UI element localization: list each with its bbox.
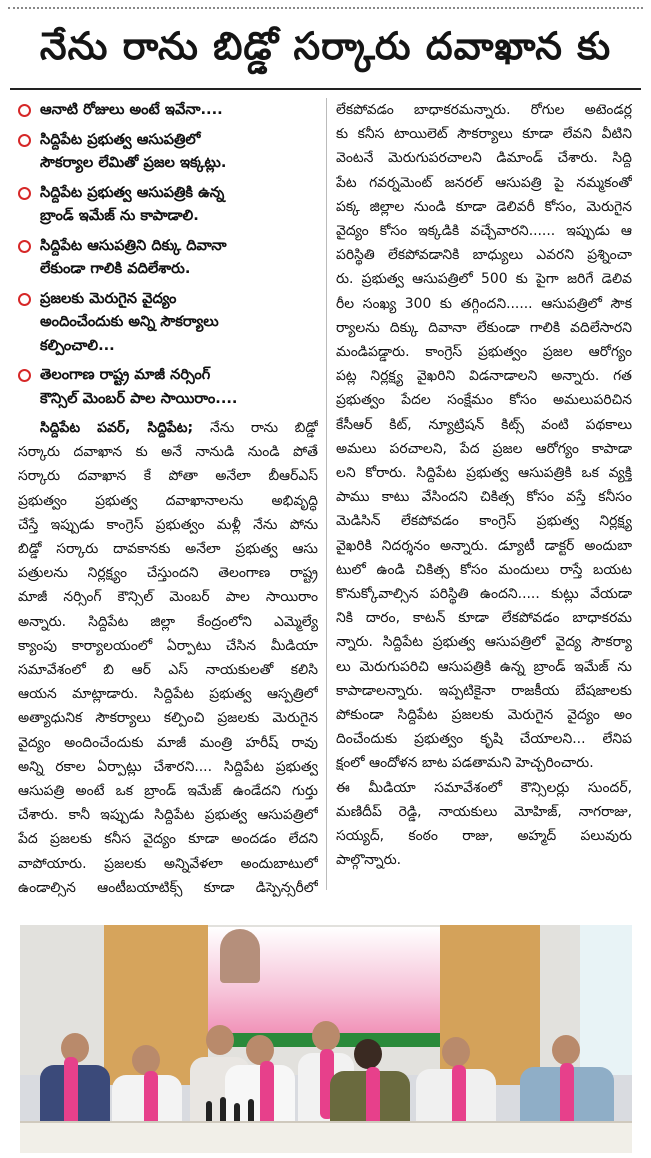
body-line: వైద్యం అందించేందుకు మాజీ మంత్రి హరీష్ రావు [18, 734, 318, 751]
body-line: రు. ప్రభుత్వ ఆసుపత్రిలో 500 కు పైగా జరిగే డెలివ [336, 271, 632, 288]
article-body-left [18, 416, 318, 900]
body-line: మాజీ నర్సింగ్ కౌన్సిల్ మెంబర్ పాల సాయిరాం [18, 589, 318, 606]
highlight-item [18, 287, 318, 358]
body-line: మెడిసిన్ లేకపోవడం కాంగ్రెస్ ప్రభుత్వ నిర్లక్ష్య [336, 513, 632, 530]
highlight-text: సిద్దిపేట ప్రభుత్వ ఆసుపత్రికి ఉన్న [40, 183, 225, 201]
body-line: పరిస్థితి లేకపోవడానికి బాధ్యులు ఎవరని ప్రశ్నించా [336, 247, 632, 264]
body-line: సర్కారు దవాఖాన కే పోతా అనేలా బీఆర్ఎస్ [18, 468, 318, 485]
body-line: సమావేశంలో బి ఆర్ ఎస్ నాయకులతో కలిసి [18, 662, 318, 679]
highlight-text: ప్రజలకు మెరుగైన వైద్యం [40, 289, 177, 307]
headline-rule [10, 88, 641, 90]
body-line: మండిపడ్డారు. కాంగ్రెస్ ప్రభుత్వం ప్రజల ఆరోగ్యం [336, 344, 632, 361]
body-line: నికి దారం, కాటన్ కూడా లేకపోవడం బాధాకరమ [336, 610, 632, 627]
body-line: వాపోయారు. ప్రజలకు అన్నివేళలా అందుబాటులో [18, 855, 318, 872]
body-line: పట్ల నిర్లక్ష్య వైఖరిని విడనాడాలని అన్నారు. గత [336, 368, 632, 385]
highlight-item [18, 98, 318, 122]
body-line: ఆసుపత్రి అంటే ఒక బ్రాండ్ ఇమేజ్ ఉండేదని గుర్తు [18, 783, 318, 800]
person-head [132, 1045, 160, 1075]
bullet-circle-icon [18, 134, 31, 147]
body-line: న్నారు. సిద్దిపేట ప్రభుత్వ ఆసుపత్రిలో వైద్య సౌకర్యా [336, 634, 632, 651]
highlight-text: ఆనాటి రోజులు అంటే ఇవేనా.... [40, 101, 223, 118]
body-line: చేశారు. కానీ ఇప్పుడు సిద్దిపేట ప్రభుత్వ ఆసుపత్రిలో [18, 807, 318, 824]
body-line: ప్రభుత్వం పేదల సంక్షేమం కోసం అమలుపరిచిన [336, 392, 632, 409]
body-line: ర్యాలను దిక్కు దివానా లేకుండా గాలికి వదిలేసారని [336, 319, 632, 336]
body-line: పత్రులను నిర్లక్ష్యం చేస్తుందని తెలంగాణ రాష్ట్ర [18, 565, 318, 582]
highlight-item [18, 181, 318, 228]
bullet-circle-icon [18, 104, 31, 117]
photo-window [580, 925, 632, 1075]
highlight-text: బ్రాండ్ ఇమేజ్ ను కాపాడాలి. [40, 207, 199, 224]
body-line: పేట గవర్నమెంట్ జనరల్ ఆసుపత్రి పై నమ్మకంతో [336, 174, 632, 191]
highlight-text: తెలంగాణ రాష్ట్ర మాజీ నర్సింగ్ [40, 366, 211, 383]
dateline: సిద్దిపేట పవర్, సిద్దిపేట; [40, 420, 211, 436]
body-line: టులో ఉండి చికిత్స కోసం మందులు రాస్తే బయట [336, 561, 632, 578]
body-line [18, 416, 318, 440]
column-divider [326, 98, 327, 890]
bullet-circle-icon [18, 293, 31, 306]
banner-portrait [220, 929, 260, 983]
body-line: వైఖరికి నిదర్శనం అన్నారు. డ్యూటీ డాక్టర్ అందుబా [336, 537, 632, 554]
body-line: పాము కాటు వేసిందని చికిత్స కోసం వస్తే కనీసం [336, 489, 632, 506]
body-line: సర్కారు దవాఖాన కు అనే నానుడి నుండి పోతే [18, 444, 318, 461]
body-line: పాల్గొన్నారు. [336, 852, 402, 869]
body-line: అన్ని రకాల ఏర్పాట్లు చేశారని.... సిద్దిపేట ప్రభుత్వ [18, 758, 318, 775]
body-line: కొనుక్కోవాల్సిన పరిస్థితి ఉందని..... కుట్లు వేయడా [336, 586, 632, 603]
person-head [552, 1035, 580, 1065]
press-table [20, 1121, 632, 1153]
highlight-text: సౌకర్యాల లేమితో ప్రజల ఇక్కట్లు. [40, 154, 227, 171]
press-meet-photo [20, 925, 632, 1153]
pink-scarf [64, 1057, 78, 1127]
body-line: క్షంలో ఆందోళన బాట పడతామని హెచ్చరించారు. [336, 755, 594, 772]
top-dotted-rule [8, 7, 643, 9]
body-line: వైద్యం కోసం ఇక్కడికి వచ్చేవారని...... ఇప్పుడు ఆ [336, 223, 632, 240]
person-head [206, 1025, 234, 1055]
body-line: పేద ప్రజలకు కనీస వైద్యం కూడా అందడం లేదని [18, 831, 318, 848]
body-text: నేను రాను బిడ్డో [210, 420, 318, 436]
body-line: ఈ మీడియా సమావేశంలో కౌన్సిలర్లు సుందర్, [336, 779, 632, 796]
body-line: లేకపోవడం బాధాకరమన్నారు. రోగుల అటెండర్ల [336, 102, 632, 118]
body-line: ఆయన మాట్లాడారు. సిద్దిపేట ప్రభుత్వ ఆస్పత్రిలో [18, 686, 318, 703]
body-line: కు కనీస టాయిలెట్ సౌకర్యాలు కూడా లేవని వీటిని [336, 126, 632, 143]
highlight-text: కల్పించాలి... [40, 336, 115, 354]
body-line: లని కోరారు. సిద్దిపేట ప్రభుత్వ ఆసుపత్రికి ఒక వ్యక్తి [336, 465, 632, 482]
highlight-text: కౌన్సిల్ మెంబర్ పాల సాయిరాం.... [40, 389, 238, 407]
highlights-list [18, 98, 318, 410]
highlight-text: సిద్దిపేట ప్రభుత్వ ఆసుపత్రిలో [40, 130, 201, 148]
body-line: బిడ్డో సర్కారు దావకానకు అనేలా ప్రభుత్వ ఆసు [18, 541, 318, 558]
body-line: వెంటనే మెరుగుపరచాలని డిమాండ్ చేశారు. సిద్ది [336, 150, 632, 167]
body-line: ప్రభుత్వం ప్రభుత్వ దవాఖానాలను అభివృద్ధి [18, 492, 318, 509]
body-line: చేస్తే ఇప్పుడు కాంగ్రెస్ ప్రభుత్వం మళ్లీ నేను పోను [18, 516, 318, 533]
body-line: లు మెరుగుపరిచి ఆసుపత్రికి ఉన్న బ్రాండ్ ఇమేజ్ ను [336, 658, 632, 675]
highlight-item [18, 363, 318, 410]
body-line: క్యాంపు కార్యాలయంలో ఏర్పాటు చేసిన మీడియా [18, 637, 318, 654]
body-line: కేసీఆర్ కిట్, న్యూట్రిషన్ కిట్స్ వంటి పథకాలు [336, 416, 632, 433]
body-line: పోకుండా సిద్దిపేట ప్రజలకు మెరుగైన వైద్యం అం [336, 707, 632, 724]
article-body-right [336, 98, 632, 873]
body-line: అన్నారు. సిద్దిపేట జిల్లా కేంద్రంలోని ఎమ్మెల్యే [18, 613, 318, 630]
body-line: ఉండాల్సిన ఆంటీబయాటిక్స్ కూడా డిస్పెన్సరీలో [18, 879, 318, 896]
bullet-circle-icon [18, 187, 31, 200]
body-line: సయ్యద్, కంఠం రాజు, అహ్మద్ పలువురు [336, 828, 632, 845]
highlight-text: అందించేందుకు అన్ని సౌకర్యాలు [40, 313, 219, 330]
body-line: అత్యాధునిక సౌకర్యాలు కల్పించి ప్రజలకు మెరుగైన [18, 710, 318, 727]
highlight-text: సిద్దిపేట ఆసుపత్రిని దిక్కు దివానా [40, 236, 227, 254]
body-line: పక్క జిల్లాల నుండి కూడా డెలివరీ కోసం, మెరుగైన [336, 198, 632, 215]
body-line: మణిదీప్ రెడ్డి, నాయకులు మోహిజ్, నాగరాజు, [336, 803, 632, 820]
person-head [354, 1039, 382, 1069]
person-head [442, 1037, 470, 1067]
highlight-item [18, 128, 318, 175]
right-column [336, 98, 632, 873]
body-line: కాపాడాలన్నారు. ఇప్పటికైనా రాజకీయ బేషజాలకు [336, 682, 632, 699]
body-line: అమలు పరచాలని, పేద ప్రజల ఆరోగ్యం కాపాడా [336, 440, 632, 457]
body-line: దించేందుకు ప్రభుత్వం కృషి చేయాలని... లేనిప [336, 731, 632, 748]
body-line: రీల సంఖ్య 300 కు తగ్గిందని...... ఆసుపత్రిలో సౌక [336, 295, 632, 312]
headline: నేను రాను బిడ్డో సర్కారు దవాఖాన కు [39, 24, 612, 68]
person-head [312, 1021, 340, 1051]
left-column [18, 98, 318, 900]
bullet-circle-icon [18, 240, 31, 253]
highlight-text: లేకుండా గాలికి వదిలేశారు. [40, 260, 191, 277]
bullet-circle-icon [18, 369, 31, 382]
highlight-item [18, 234, 318, 281]
